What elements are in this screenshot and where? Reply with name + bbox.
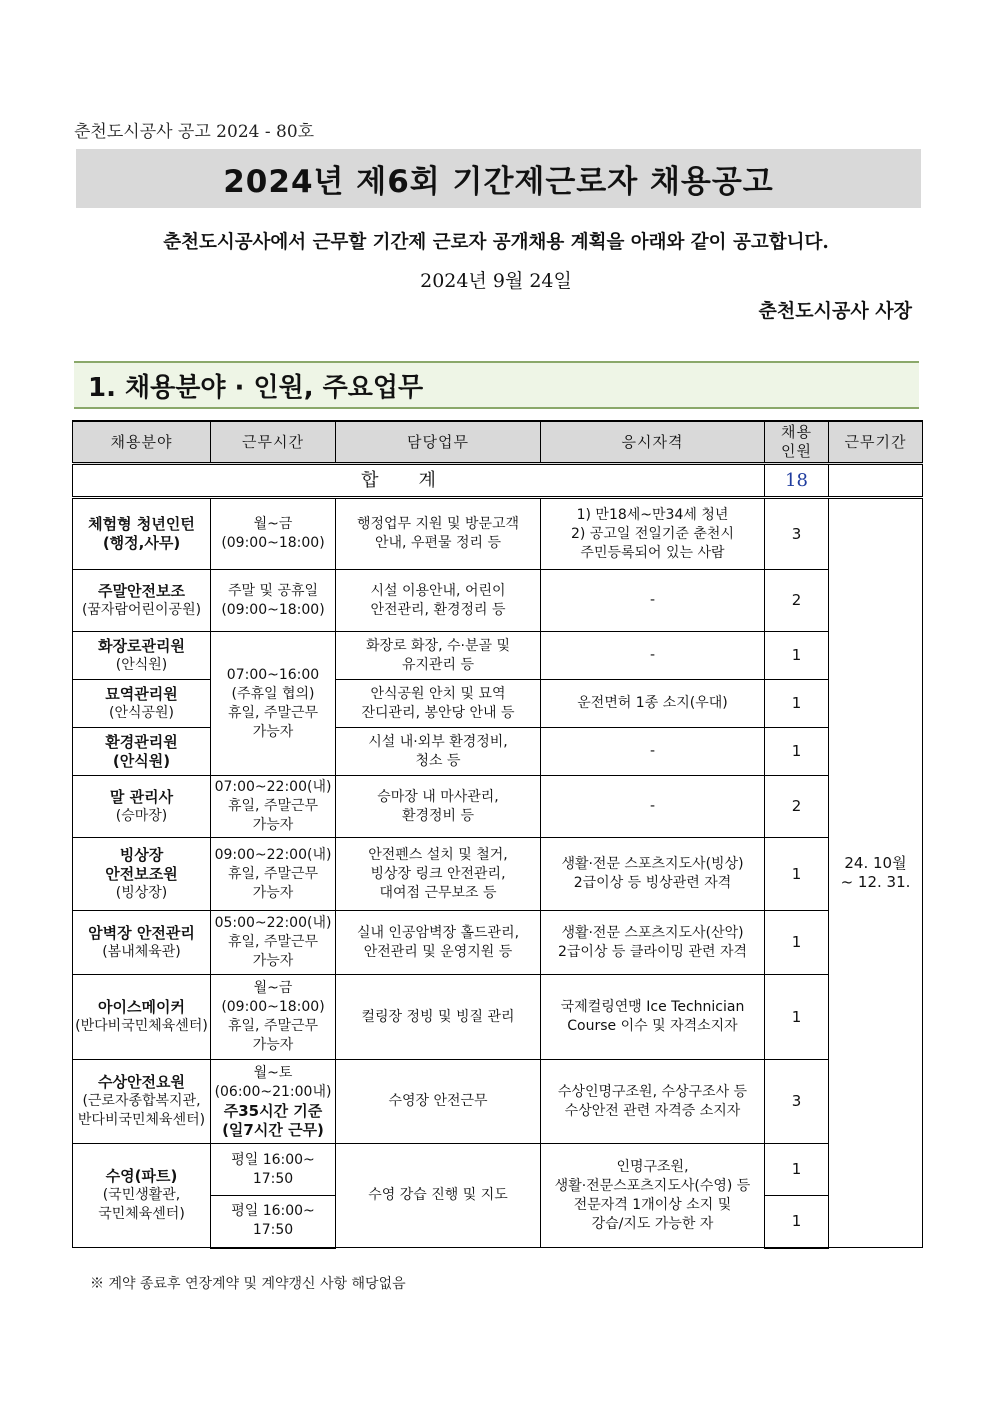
field-name: 묘역관리원 (105, 684, 178, 703)
header-count: 채용 인원 (765, 421, 829, 464)
issuer: 춘천도시공사 사장 (758, 300, 912, 322)
qualification-cell (541, 728, 765, 776)
field-name: 주말안전보조 (98, 581, 185, 600)
cell-line: (일7시간 근무) (222, 1120, 324, 1139)
hours-cell (211, 911, 336, 975)
count-cell: 1 (765, 1196, 829, 1248)
table-row (73, 570, 923, 632)
cell-line: 가능자 (252, 884, 294, 901)
cell-line: 휴일, 주말근무 (227, 1018, 319, 1034)
cell-line: 월~금 (253, 980, 293, 996)
qualification-cell (541, 570, 765, 632)
cell-line: 인명구조원, (616, 1158, 689, 1175)
cell-line: 가능자 (252, 723, 294, 740)
count-cell: 3 (765, 498, 829, 570)
qualification-cell (541, 680, 765, 728)
hours-cell (211, 776, 336, 838)
cell-line: 수영 강습 진행 및 지도 (368, 1187, 508, 1203)
count-cell: 1 (765, 632, 829, 680)
qualification-cell (541, 498, 765, 570)
table-row (73, 680, 923, 728)
notice-number: 춘천도시공사 공고 2024 - 80호 (74, 122, 315, 142)
table-row (73, 498, 923, 570)
cell-line: 2급이상 등 빙상관련 자격 (573, 875, 732, 891)
cell-line: 시설 내·외부 환경정비, (368, 733, 508, 750)
cell-line: (국민생활관, (102, 1187, 181, 1203)
cell-line: (근로자종합복지관, (82, 1093, 201, 1109)
period-cell (829, 498, 923, 1248)
cell-line: 09:00~22:00(내) (214, 846, 332, 863)
notice-date: 2024년 9월 24일 (420, 270, 572, 292)
cell-line: 1) 만18세~만34세 청년 (576, 506, 729, 523)
cell-line: 실내 인공암벽장 홀드관리, (356, 924, 520, 941)
cell-line: 수상인명구조원, 수상구조사 등 (557, 1083, 748, 1100)
hours-cell (211, 1196, 336, 1248)
table-row (73, 632, 923, 680)
cell-line: - (649, 647, 656, 663)
count-cell: 1 (765, 911, 829, 975)
recruitment-table (72, 420, 923, 1249)
cell-line: (09:00~18:00) (221, 999, 325, 1015)
qualification-cell (541, 632, 765, 680)
cell-line: 컬링장 정빙 및 빙질 관리 (361, 1008, 515, 1025)
cell-line: (봄내체육관) (102, 943, 181, 960)
table-row (73, 776, 923, 838)
table-row (73, 838, 923, 911)
header-field: 채용분야 (73, 421, 211, 464)
field-name: 빙상장 (119, 845, 164, 864)
total-label: 합계 (73, 464, 765, 498)
field-cell (73, 1060, 211, 1144)
cell-line: ~ 12. 31. (840, 873, 911, 891)
count-cell: 1 (765, 975, 829, 1060)
duties-cell (336, 728, 541, 776)
cell-line: (안식원) (112, 751, 171, 770)
field-cell (73, 911, 211, 975)
cell-line: (09:00~18:00) (221, 535, 325, 551)
table-header-row (73, 421, 923, 464)
duties-cell (336, 975, 541, 1060)
total-row (73, 464, 923, 498)
cell-line: 생활·전문스포츠지도사(수영) 등 (554, 1177, 751, 1194)
field-name: 안전보조원 (105, 864, 178, 883)
cell-line: 가능자 (252, 817, 294, 833)
hours-cell (211, 975, 336, 1060)
duties-cell (336, 911, 541, 975)
total-count: 18 (765, 464, 829, 498)
cell-line: 2급이상 등 클라이밍 관련 자격 (558, 943, 747, 960)
field-cell (73, 728, 211, 776)
count-cell: 1 (765, 838, 829, 911)
cell-line: (06:00~21:00내) (214, 1083, 332, 1100)
cell-line: 안내, 우편물 정리 등 (375, 535, 501, 551)
hours-cell (211, 1144, 336, 1196)
cell-line: 안전관리, 환경정리 등 (370, 601, 506, 618)
cell-line: 휴일, 주말근무 (227, 798, 319, 814)
cell-line: 생활·전문 스포츠지도사(빙상) (561, 856, 744, 872)
cell-line: 07:00~22:00(내) (214, 779, 332, 795)
field-cell (73, 838, 211, 911)
cell-line: 월~금 (253, 516, 293, 532)
cell-line: 승마장 내 마사관리, (377, 788, 499, 805)
cell-line: 2) 공고일 전일기준 춘천시 (571, 525, 734, 542)
cell-line: 생활·전문 스포츠지도사(산악) (561, 924, 744, 941)
duties-cell (336, 1144, 541, 1248)
field-name: 수영(파트) (105, 1167, 178, 1185)
header-qualification: 응시자격 (541, 421, 765, 464)
cell-line: 유지관리 등 (401, 656, 475, 673)
field-cell (73, 1144, 211, 1248)
hours-cell (211, 498, 336, 570)
field-name: 암벽장 안전관리 (88, 923, 195, 942)
field-cell (73, 570, 211, 632)
qualification-cell (541, 1144, 765, 1248)
field-name: 체험형 청년인턴 (88, 515, 195, 533)
count-cell: 2 (765, 776, 829, 838)
field-name: 말 관리사 (109, 787, 174, 806)
duties-cell (336, 632, 541, 680)
footnote: ※ 계약 종료후 연장계약 및 계약갱신 사항 해당없음 (90, 1276, 406, 1292)
cell-line: (행정,사무) (102, 534, 181, 552)
cell-line: 가능자 (252, 1037, 294, 1053)
cell-line: 주민등록되어 있는 사람 (580, 544, 725, 561)
duties-cell (336, 838, 541, 911)
page-title: 2024년 제6회 기간제근로자 채용공고 (223, 164, 774, 200)
hours-cell (211, 838, 336, 911)
table-row (73, 1060, 923, 1144)
cell-line: (안식원) (115, 656, 168, 673)
section-title: 1. 채용분야 · 인원, 주요업무 (88, 372, 424, 403)
cell-line: (승마장) (115, 807, 168, 824)
cell-line: 국민체육센터) (98, 1206, 185, 1222)
cell-line: - (649, 743, 656, 759)
count-cell: 3 (765, 1060, 829, 1144)
field-cell (73, 498, 211, 570)
duties-cell (336, 498, 541, 570)
cell-line: (반다비국민체육센터) (75, 1018, 208, 1034)
count-cell: 1 (765, 728, 829, 776)
table-row (73, 975, 923, 1060)
cell-line: - (649, 592, 656, 608)
field-cell (73, 975, 211, 1060)
field-cell (73, 632, 211, 680)
cell-line: 안식공원 안치 및 묘역 (370, 685, 506, 702)
section-header (74, 361, 919, 409)
cell-line: Course 이수 및 자격소지자 (567, 1018, 738, 1034)
cell-line: 환경정비 등 (401, 807, 475, 824)
cell-line: 잔디관리, 봉안당 안내 등 (361, 704, 515, 721)
header-hours: 근무시간 (211, 421, 336, 464)
cell-line: 빙상장 링크 안전관리, (370, 865, 506, 882)
table-row (73, 728, 923, 776)
cell-line: (주휴일 협의) (231, 685, 315, 702)
header-duties: 담당업무 (336, 421, 541, 464)
cell-line: (안식공원) (108, 704, 175, 721)
cell-line: 대여점 근무보조 등 (379, 884, 497, 901)
count-cell: 2 (765, 570, 829, 632)
table-row (73, 1144, 923, 1196)
duties-cell (336, 776, 541, 838)
duties-cell (336, 570, 541, 632)
field-cell (73, 680, 211, 728)
cell-line: 수영장 안전근무 (388, 1093, 488, 1109)
hours-cell (211, 570, 336, 632)
cell-line: 휴일, 주말근무 (227, 934, 319, 950)
count-cell: 1 (765, 1144, 829, 1196)
cell-line: 주말 및 공휴일 (227, 582, 319, 599)
cell-line: (09:00~18:00) (221, 601, 325, 618)
cell-line: 17:50 (252, 1170, 294, 1187)
table-row (73, 911, 923, 975)
field-name: 수상안전요원 (98, 1073, 185, 1091)
cell-line: 청소 등 (415, 752, 461, 769)
cell-line: 안전관리 및 운영지원 등 (363, 943, 513, 960)
field-name: 환경관리원 (105, 732, 178, 751)
cell-line: 전문자격 1개이상 소지 및 (573, 1196, 732, 1213)
qualification-cell (541, 838, 765, 911)
duties-cell (336, 1060, 541, 1144)
count-cell: 1 (765, 680, 829, 728)
cell-line: 행정업무 지원 및 방문고객 (356, 516, 520, 532)
qualification-cell (541, 1060, 765, 1144)
qualification-cell (541, 911, 765, 975)
cell-line: 07:00~16:00 (226, 666, 320, 683)
hours-cell (211, 1060, 336, 1144)
cell-line: (꿈자람어린이공원) (81, 601, 202, 618)
cell-line: 05:00~22:00(내) (214, 915, 332, 931)
cell-line: (빙상장) (115, 884, 168, 901)
field-name: 화장로관리원 (98, 636, 185, 655)
total-period-cell (829, 464, 923, 498)
cell-line: 17:50 (252, 1222, 294, 1239)
cell-line: 가능자 (252, 953, 294, 969)
title-banner (76, 149, 921, 208)
cell-line: 수상안전 관련 자격증 소지자 (564, 1102, 741, 1119)
cell-line: 평일 16:00~ (231, 1151, 315, 1168)
qualification-cell (541, 975, 765, 1060)
cell-line: 반다비국민체육센터) (77, 1112, 206, 1128)
cell-line: 24. 10월 (844, 854, 907, 872)
cell-line: 휴일, 주말근무 (227, 865, 319, 882)
cell-line: 월~토 (253, 1064, 293, 1081)
cell-line: 주35시간 기준 (223, 1101, 323, 1120)
intro-text: 춘천도시공사에서 근무할 기간제 근로자 공개채용 계획을 아래와 같이 공고합니다. (163, 232, 829, 253)
field-name: 아이스메이커 (98, 998, 185, 1016)
field-cell (73, 776, 211, 838)
cell-line: 강습/지도 가능한 자 (591, 1215, 714, 1232)
header-period: 근무기간 (829, 421, 923, 464)
cell-line: 평일 16:00~ (231, 1203, 315, 1220)
cell-line: 화장로 화장, 수·분골 및 (366, 637, 510, 654)
cell-line: 국제컬링연맹 Ice Technician (560, 999, 745, 1015)
hours-cell (211, 632, 336, 776)
cell-line: 시설 이용안내, 어린이 (370, 582, 506, 599)
cell-line: 안전펜스 설치 및 철거, (368, 846, 508, 863)
cell-line: 휴일, 주말근무 (227, 704, 319, 721)
qualification-cell (541, 776, 765, 838)
cell-line: 운전면허 1종 소지(우대) (577, 695, 728, 711)
cell-line: - (649, 798, 656, 814)
duties-cell (336, 680, 541, 728)
